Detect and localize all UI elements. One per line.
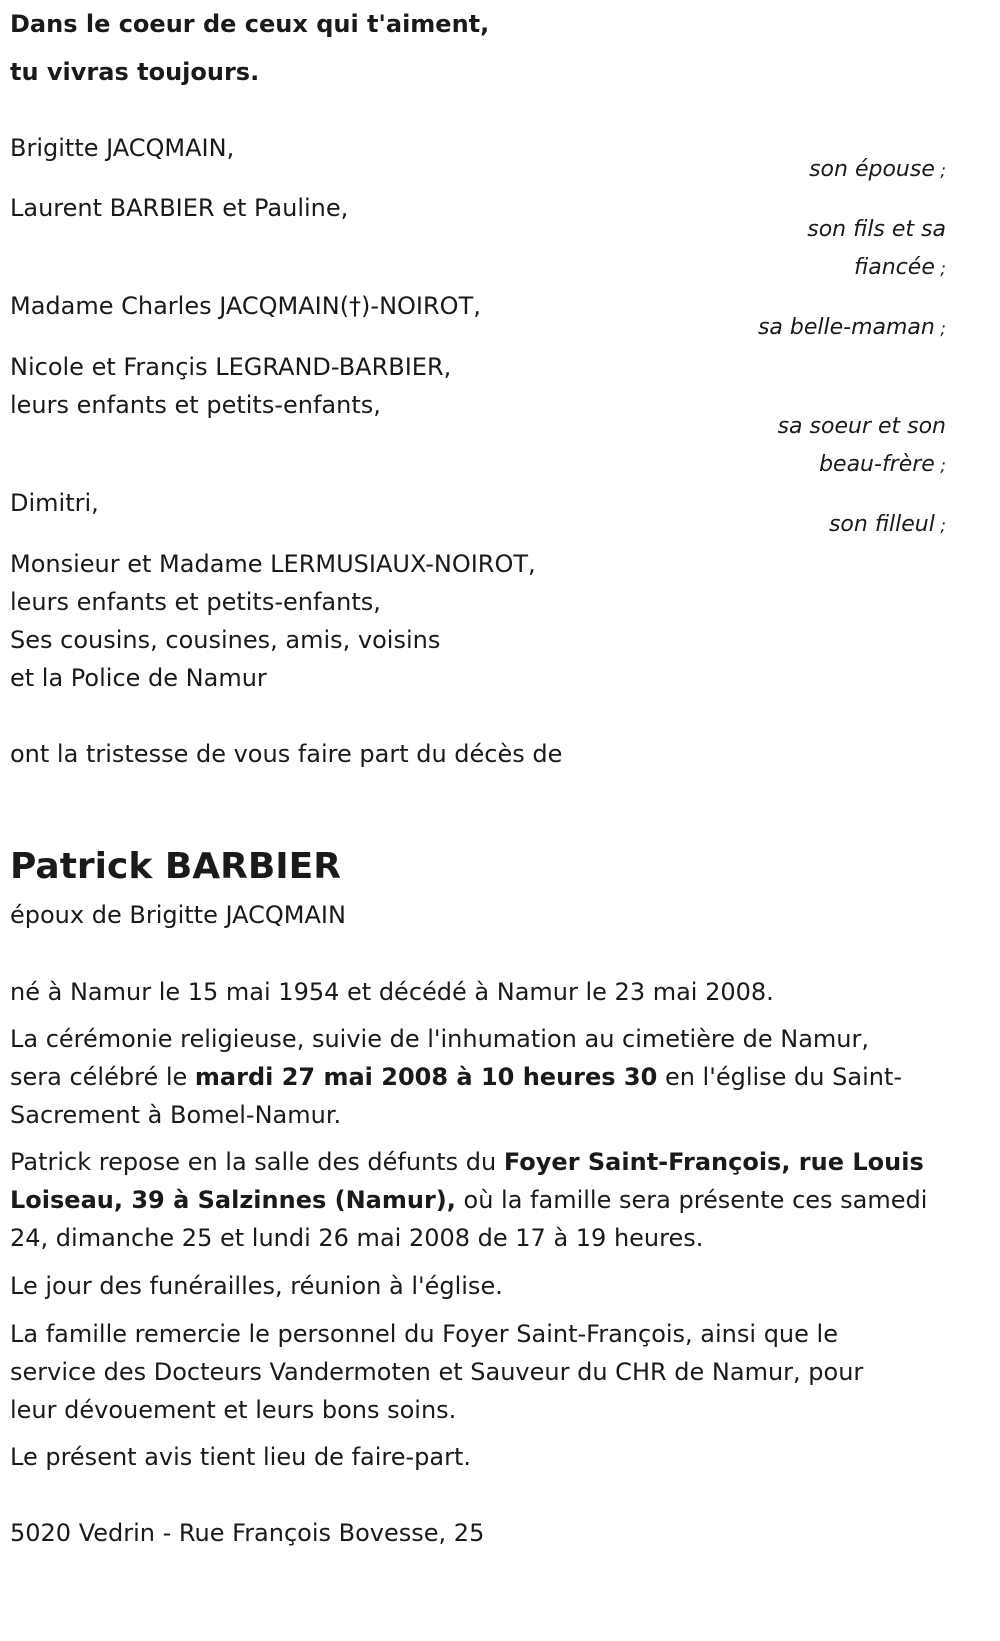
family-nicole-children: leurs enfants et petits-enfants,	[10, 391, 381, 419]
rest-line-1: Patrick repose en la salle des défunts du Foyer Saint-François, rue Louis	[10, 1148, 924, 1176]
deceased-spouse: époux de Brigitte JACQMAIN	[10, 901, 346, 929]
thanks-line-1: La famille remercie le personnel du Foyer Saint-François, ainsi que le	[10, 1320, 838, 1348]
rest-line-3: 24, dimanche 25 et lundi 26 mai 2008 de 17 à 19 heures.	[10, 1224, 704, 1252]
family-cousins: Ses cousins, cousines, amis, voisins	[10, 626, 441, 654]
relation-sister-line-2: beau-frère ;	[819, 452, 946, 477]
deceased-name: Patrick BARBIER	[10, 846, 341, 887]
family-lermusiaux-children: leurs enfants et petits-enfants,	[10, 588, 381, 616]
ceremony-line-3: Sacrement à Bomel-Namur.	[10, 1101, 342, 1129]
relation-godson: son filleul ;	[828, 512, 946, 537]
rest-location-2: Loiseau, 39 à Salzinnes (Namur),	[10, 1186, 456, 1214]
relation-mother-in-law: sa belle-maman ;	[757, 315, 946, 340]
birth-death: né à Namur le 15 mai 1954 et décédé à Namur le 23 mai 2008.	[10, 978, 774, 1006]
rest-location-1: Foyer Saint-François, rue Louis	[503, 1148, 924, 1176]
relation-spouse: son épouse ;	[809, 157, 946, 182]
notice: Le présent avis tient lieu de faire-part.	[10, 1443, 472, 1471]
thanks-line-2: service des Docteurs Vandermoten et Sauveur du CHR de Namur, pour	[10, 1358, 864, 1386]
epigraph-line-1: Dans le coeur de ceux qui t'aiment,	[10, 10, 490, 38]
relation-sister-line-1: sa soeur et son	[777, 414, 946, 439]
relation-son-line-2: fiancée ;	[854, 255, 946, 280]
ceremony-line-2: sera célébré le mardi 27 mai 2008 à 10 heures 30 en l'église du Saint-	[10, 1063, 903, 1091]
announcement: ont la tristesse de vous faire part du décès de	[10, 740, 563, 768]
relation-son-line-1: son fils et sa	[807, 217, 946, 242]
family-police: et la Police de Namur	[10, 664, 267, 692]
family-lermusiaux: Monsieur et Madame LERMUSIAUX-NOIROT,	[10, 550, 536, 578]
family-madame-charles: Madame Charles JACQMAIN(†)-NOIROT,	[10, 292, 481, 320]
family-dimitri: Dimitri,	[10, 489, 99, 517]
thanks-line-3: leur dévouement et leurs bons soins.	[10, 1396, 457, 1424]
address: 5020 Vedrin - Rue François Bovesse, 25	[10, 1519, 485, 1547]
family-brigitte: Brigitte JACQMAIN,	[10, 134, 235, 162]
ceremony-datetime: mardi 27 mai 2008 à 10 heures 30	[194, 1063, 658, 1091]
rest-line-2: Loiseau, 39 à Salzinnes (Namur), où la famille sera présente ces samedi	[10, 1186, 928, 1214]
family-laurent: Laurent BARBIER et Pauline,	[10, 194, 349, 222]
epigraph-line-2: tu vivras toujours.	[10, 58, 260, 86]
family-nicole: Nicole et Françis LEGRAND-BARBIER,	[10, 353, 452, 381]
funeral-day: Le jour des funérailles, réunion à l'église.	[10, 1272, 503, 1300]
ceremony-line-1: La cérémonie religieuse, suivie de l'inhumation au cimetière de Namur,	[10, 1025, 869, 1053]
